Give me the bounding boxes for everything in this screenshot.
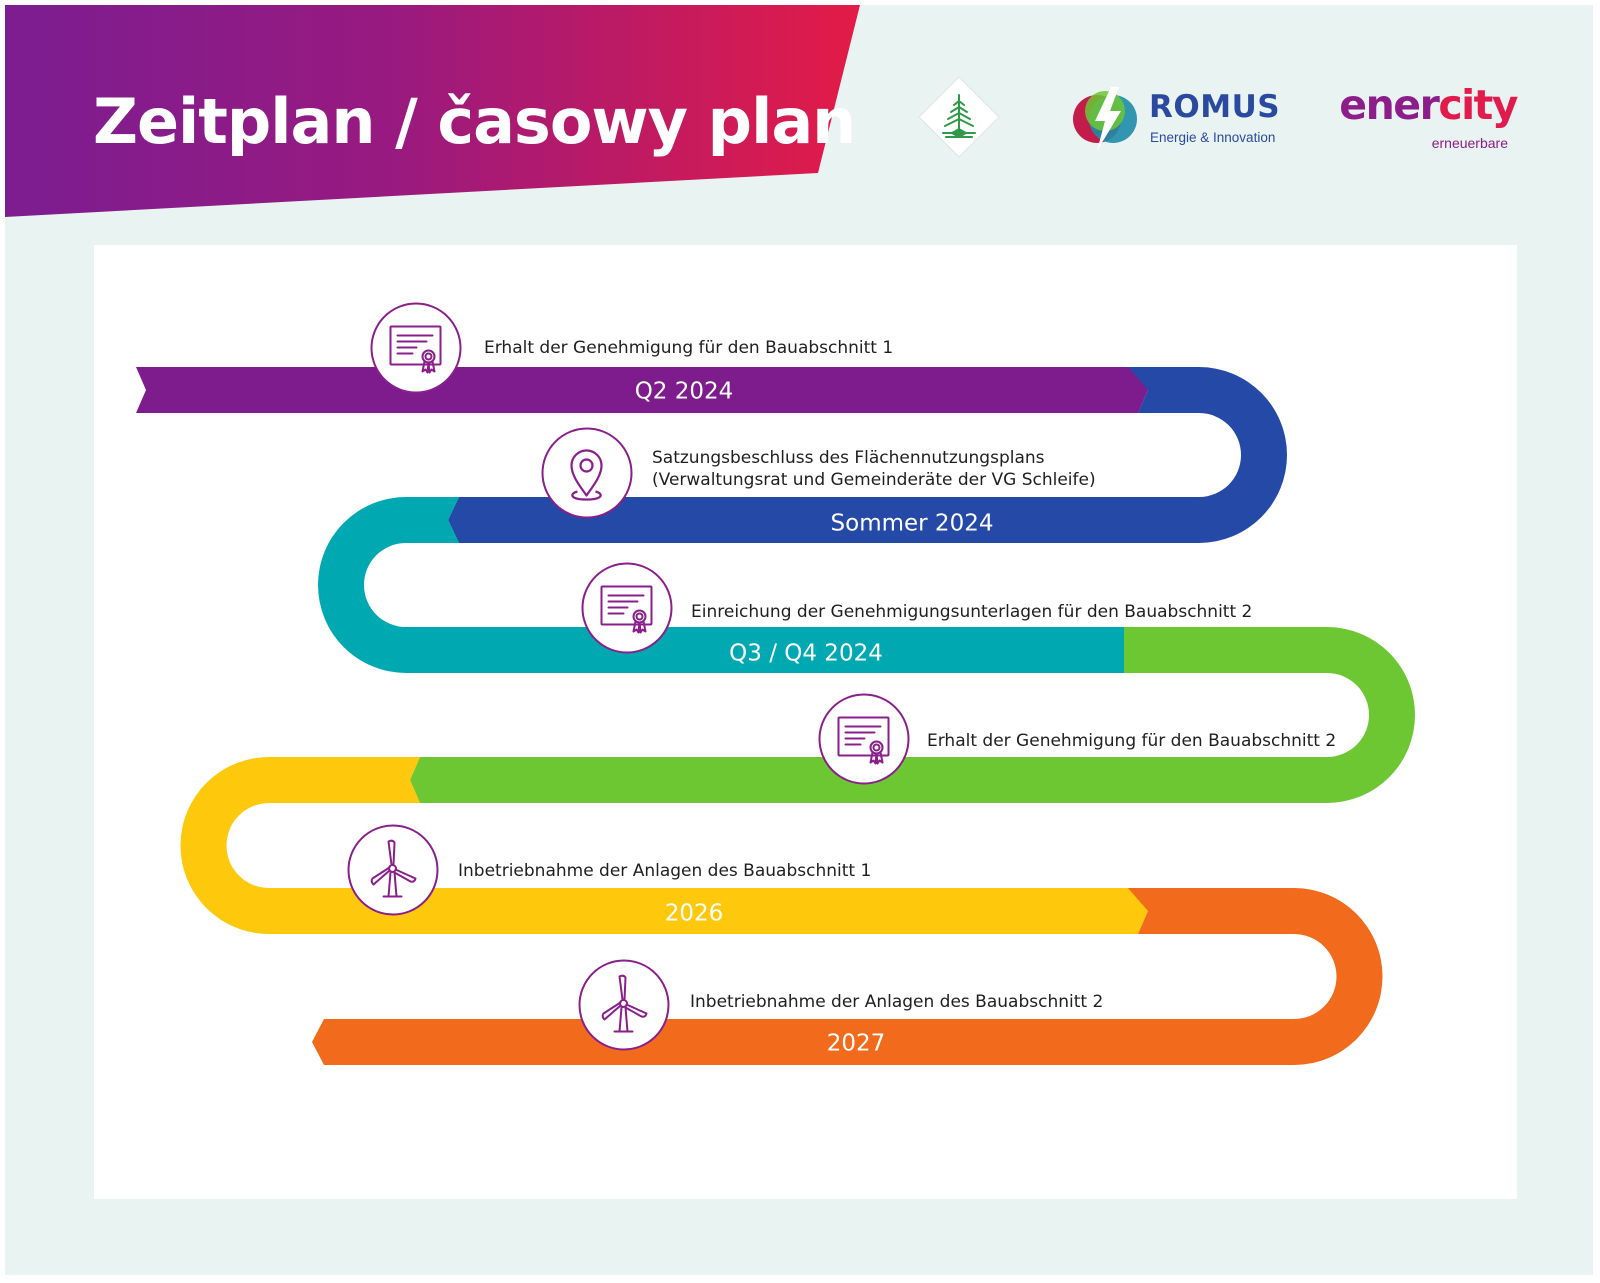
milestone-text: Einreichung der Genehmigungsunterlagen für den Bauabschnitt 2: [691, 602, 1253, 622]
milestone-text: Satzungsbeschluss des Flächennutzungsplans (Verwaltungsrat und Gemeinderäte der VG Schleife): [652, 448, 1096, 490]
wind-turbine-icon: [579, 960, 670, 1051]
milestone-text: Erhalt der Genehmigung für den Bauabschnitt 1: [484, 338, 894, 358]
certificate-icon: [582, 563, 673, 654]
period-label: Q2 2024: [634, 378, 734, 405]
wind-turbine-icon: [348, 825, 439, 916]
page-title: Zeitplan / časowy plan: [93, 85, 856, 158]
certificate-icon: [819, 694, 910, 785]
location-pin-icon: [542, 428, 633, 519]
period-label: 2026: [664, 900, 724, 927]
enercity-tagline: erneuerbare: [1431, 135, 1508, 151]
enercity-name: enercity: [1339, 81, 1517, 129]
period-label: Q3 / Q4 2024: [729, 640, 883, 667]
milestone-text: Erhalt der Genehmigung für den Bauabschnitt 2: [927, 731, 1337, 751]
enercity-logo: [1339, 81, 1523, 155]
romus-name: ROMUS: [1149, 89, 1281, 125]
pine-tree-icon: [917, 75, 1001, 159]
period-label: 2027: [826, 1030, 886, 1057]
poster: [5, 5, 1593, 1275]
period-label: Sommer 2024: [830, 510, 994, 537]
romus-logo: [1071, 81, 1291, 161]
timeline-panel: [94, 245, 1517, 1199]
romus-tagline: Energie & Innovation: [1150, 130, 1276, 145]
lightning-bolt-icon: [1071, 81, 1143, 161]
milestone-text: Inbetriebnahme der Anlagen des Bauabschnitt 2: [690, 992, 1104, 1012]
timeline-road: [94, 245, 1517, 1199]
milestone-text: Inbetriebnahme der Anlagen des Bauabschnitt 1: [458, 861, 872, 881]
tree-logo: [917, 75, 1001, 164]
certificate-icon: [371, 303, 462, 394]
